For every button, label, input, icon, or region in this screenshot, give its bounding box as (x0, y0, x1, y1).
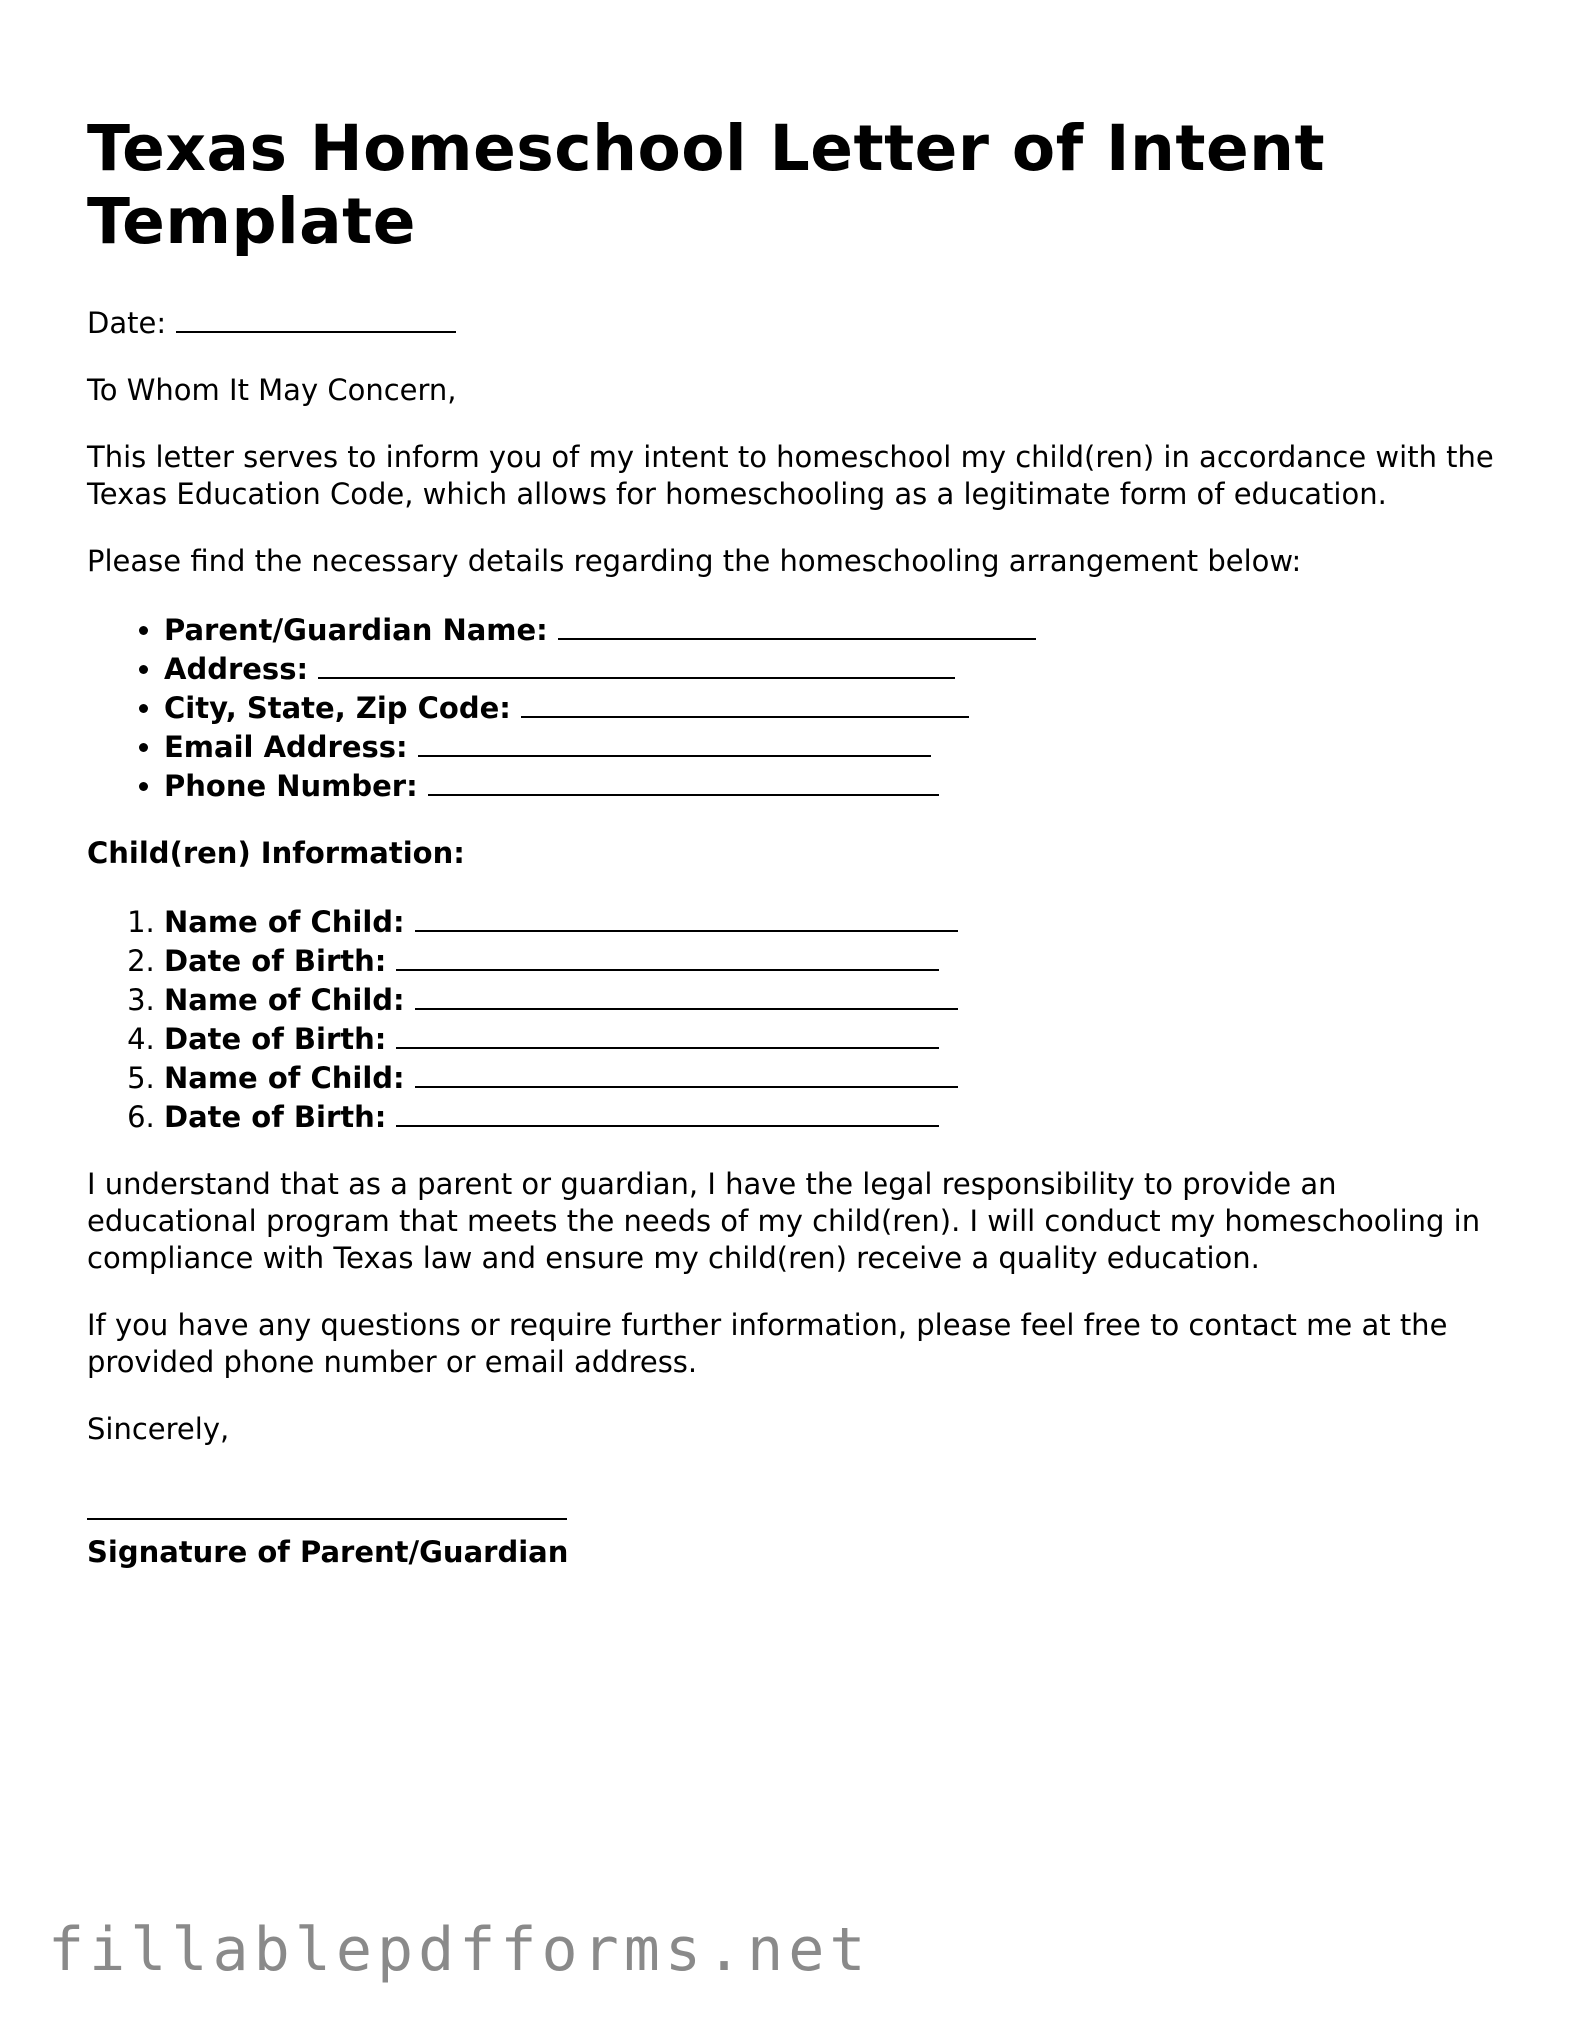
signature-label: Signature of Parent/Guardian (87, 1535, 569, 1569)
list-item (164, 980, 1507, 1019)
list-item (164, 766, 1507, 805)
child-name-blank[interactable] (415, 1058, 958, 1088)
field-label: Address: (164, 652, 309, 686)
parent-name-blank[interactable] (558, 610, 1036, 640)
intro-paragraph: This letter serves to inform you of my intent to homeschool my child(ren) in accordance with the Texas Education Code, which allows for homeschooling as a legitimate form of education. (87, 440, 1494, 511)
page-title: Texas Homeschool Letter of Intent Template (87, 112, 1326, 258)
field-label: Email Address: (164, 730, 408, 764)
contact-paragraph: If you have any questions or require further information, please feel free to contact me at the provided phone number or email address. (87, 1308, 1448, 1379)
list-item (164, 1058, 1507, 1097)
children-heading-text: Child(ren) Information: (87, 836, 465, 870)
child-dob-blank[interactable] (396, 1019, 939, 1049)
responsibility-paragraph: I understand that as a parent or guardian, I have the legal responsibility to provide an educational program that meets the needs of my child(ren). I will conduct my homeschooling in compliance with Texas law and ensure my child(ren) receive a quality education. (87, 1167, 1481, 1275)
letter-page (87, 112, 1507, 1571)
date-line (87, 303, 1507, 342)
address-blank[interactable] (318, 649, 955, 679)
email-blank[interactable] (418, 727, 931, 757)
list-item (164, 688, 1507, 727)
salutation: To Whom It May Concern, (87, 373, 457, 407)
phone-blank[interactable] (428, 766, 939, 796)
child-name-blank[interactable] (415, 980, 958, 1010)
list-item (164, 941, 1507, 980)
field-label: Date of Birth: (164, 1100, 387, 1134)
field-label: Phone Number: (164, 769, 418, 803)
signature-line[interactable] (87, 1518, 567, 1520)
list-item (164, 1097, 1507, 1136)
list-item (164, 1019, 1507, 1058)
date-blank[interactable] (176, 303, 456, 333)
list-item (164, 610, 1507, 649)
field-label: Name of Child: (164, 983, 405, 1017)
child-dob-blank[interactable] (396, 941, 939, 971)
watermark-logo: fillablepdfforms.net (48, 1915, 871, 1985)
field-label: Parent/Guardian Name: (164, 613, 548, 647)
field-label: Name of Child: (164, 1061, 405, 1095)
details-intro: Please find the necessary details regarding the homeschooling arrangement below: (87, 544, 1302, 578)
field-label: Date of Birth: (164, 1022, 387, 1056)
children-list (87, 902, 1507, 1136)
field-label: Name of Child: (164, 905, 405, 939)
list-item (164, 902, 1507, 941)
field-label: City, State, Zip Code: (164, 691, 511, 725)
field-label: Date of Birth: (164, 944, 387, 978)
list-item (164, 727, 1507, 766)
child-name-blank[interactable] (415, 902, 958, 932)
children-heading (87, 835, 1507, 872)
parent-details-list (87, 610, 1507, 805)
list-item (164, 649, 1507, 688)
child-dob-blank[interactable] (396, 1097, 939, 1127)
city-state-zip-blank[interactable] (521, 688, 969, 718)
date-label: Date: (87, 306, 167, 340)
closing: Sincerely, (87, 1412, 230, 1446)
